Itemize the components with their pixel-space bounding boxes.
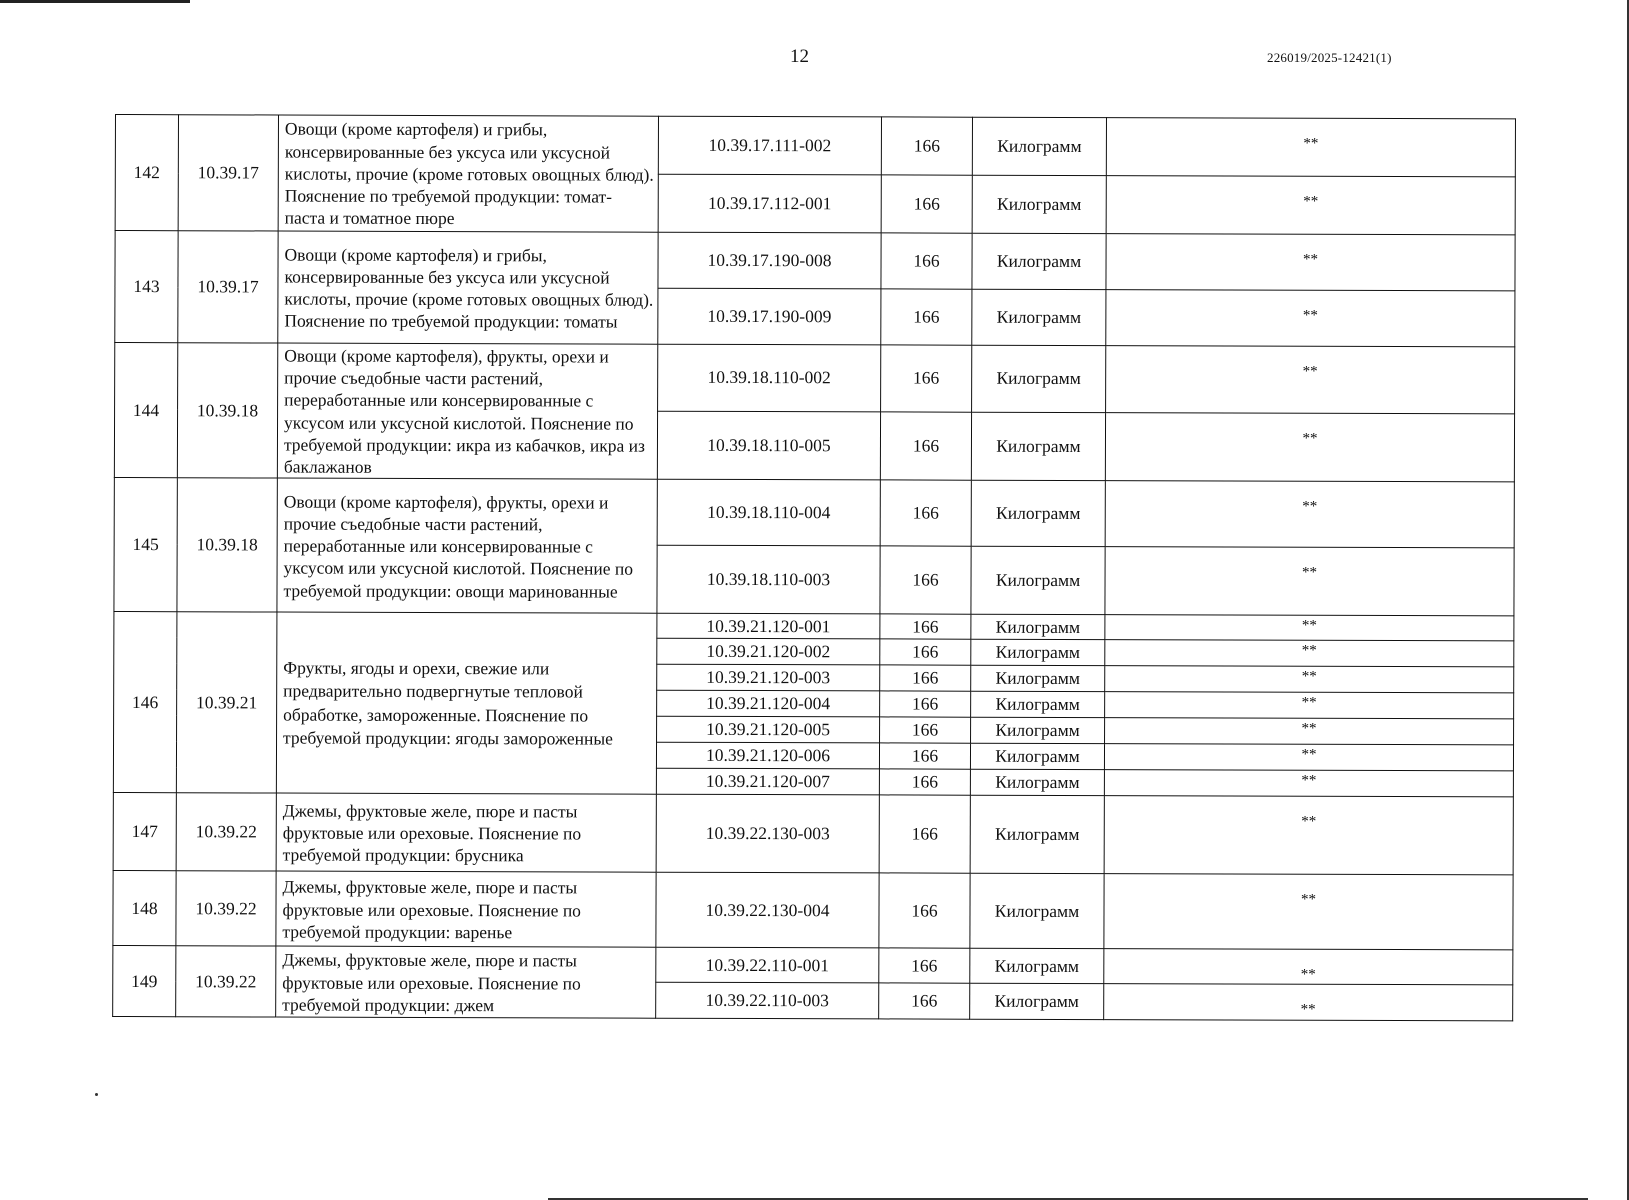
ktru-code-cell: 10.39.22.110-003	[656, 983, 879, 1020]
table-row	[115, 115, 1515, 177]
unit-cell: Килограмм	[972, 175, 1106, 233]
okei-code-cell: 166	[880, 480, 971, 546]
mark-cell: **	[1105, 481, 1514, 548]
okpd-code-cell: 10.39.21	[176, 612, 277, 793]
okpd-code-cell: 10.39.17	[178, 115, 278, 231]
row-number-cell: 148	[113, 871, 176, 946]
okei-code-cell: 166	[879, 769, 970, 795]
mark-cell: **	[1106, 290, 1515, 347]
table-row	[115, 343, 1515, 414]
row-number-cell: 142	[115, 115, 178, 231]
ktru-code-cell: 10.39.18.110-004	[657, 480, 880, 547]
mark-cell: **	[1106, 118, 1515, 177]
description-cell: Фрукты, ягоды и орехи, свежие или предварительно подвергнутые тепловой обработке, замороженные. Пояснение по требуемой продукции: ягоды замороженные	[276, 612, 657, 794]
row-number-cell: 143	[115, 231, 178, 343]
scan-edge-mark	[0, 0, 190, 3]
mark-cell: **	[1105, 412, 1514, 482]
ktru-code-cell: 10.39.18.110-003	[657, 546, 880, 615]
okei-code-cell: 166	[880, 412, 971, 481]
row-number-cell: 149	[113, 946, 176, 1017]
unit-cell: Килограмм	[971, 666, 1105, 692]
ktru-code-cell: 10.39.21.120-004	[657, 691, 880, 718]
unit-cell: Килограмм	[972, 117, 1106, 175]
ktru-code-cell: 10.39.17.112-001	[658, 174, 881, 233]
ktru-code-cell: 10.39.21.120-001	[657, 614, 880, 640]
okei-code-cell: 166	[880, 614, 971, 639]
okei-code-cell: 166	[881, 289, 972, 345]
okei-code-cell: 166	[879, 948, 970, 983]
okei-code-cell: 166	[880, 691, 971, 717]
ktru-code-cell: 10.39.17.190-008	[658, 232, 881, 289]
unit-cell: Килограмм	[971, 692, 1105, 718]
unit-cell: Килограмм	[972, 233, 1106, 289]
table-row	[113, 793, 1513, 875]
unit-cell: Килограмм	[970, 770, 1104, 796]
mark-cell: **	[1105, 692, 1514, 719]
unit-cell: Килограмм	[971, 547, 1105, 615]
ktru-code-cell: 10.39.22.130-004	[656, 873, 879, 949]
document-reference: 226019/2025-12421(1)	[1267, 50, 1392, 65]
unit-cell: Килограмм	[971, 481, 1105, 547]
mark-cell: **	[1104, 984, 1513, 1021]
row-number-cell: 145	[114, 478, 177, 612]
unit-cell: Килограмм	[970, 796, 1104, 874]
mark-cell: **	[1105, 640, 1514, 667]
unit-cell: Килограмм	[970, 744, 1104, 770]
mark-cell: **	[1106, 176, 1515, 235]
description-cell: Овощи (кроме картофеля) и грибы, консервированные без уксуса или уксусной кислоты, прочие (кроме готовых овощных блюд). Пояснение по требуемой продукции: томаты	[278, 231, 658, 344]
ktru-code-cell: 10.39.17.190-009	[658, 288, 881, 345]
unit-cell: Килограмм	[971, 718, 1105, 744]
table-row	[113, 871, 1513, 950]
scan-dot	[95, 1093, 98, 1096]
ktru-code-cell: 10.39.21.120-007	[656, 769, 879, 796]
unit-cell: Килограмм	[972, 345, 1106, 412]
mark-cell: **	[1104, 796, 1513, 875]
mark-cell: **	[1104, 744, 1513, 771]
okei-code-cell: 166	[880, 546, 971, 614]
okei-code-cell: 166	[880, 717, 971, 743]
description-cell: Джемы, фруктовые желе, пюре и пасты фруктовые или ореховые. Пояснение по требуемой продукции: брусника	[276, 793, 656, 872]
table-row	[113, 946, 1513, 985]
page-number: 12	[790, 46, 809, 67]
mark-cell: **	[1104, 949, 1513, 985]
row-number-cell: 146	[113, 612, 177, 793]
table-row	[115, 231, 1515, 291]
ktru-code-cell: 10.39.18.110-005	[657, 411, 880, 480]
ktru-code-cell: 10.39.21.120-005	[657, 717, 880, 744]
ktru-code-cell: 10.39.22.130-003	[656, 795, 879, 874]
okei-code-cell: 166	[881, 175, 972, 233]
table-row	[114, 478, 1514, 548]
unit-cell: Килограмм	[971, 640, 1105, 666]
description-cell: Овощи (кроме картофеля), фрукты, орехи и прочие съедобные части растений, переработанные или консервированные с уксусом или уксусной кислотой. Пояснение по требуемой продукции: овощи маринованные	[277, 478, 657, 613]
ktru-code-cell: 10.39.22.110-001	[656, 948, 879, 984]
okei-code-cell: 166	[881, 345, 972, 412]
unit-cell: Килограмм	[971, 412, 1105, 481]
mark-cell: **	[1106, 234, 1515, 291]
unit-cell: Килограмм	[970, 874, 1104, 949]
mark-cell: **	[1105, 718, 1514, 745]
okei-code-cell: 166	[880, 665, 971, 691]
ktru-code-cell: 10.39.17.111-002	[658, 116, 881, 175]
row-number-cell: 147	[113, 793, 176, 871]
unit-cell: Килограмм	[972, 289, 1106, 345]
okei-code-cell: 166	[879, 873, 970, 948]
okpd-code-cell: 10.39.22	[176, 946, 276, 1017]
okpd-code-cell: 10.39.17	[178, 231, 278, 343]
mark-cell: **	[1106, 346, 1515, 414]
ktru-code-cell: 10.39.21.120-003	[657, 665, 880, 692]
description-cell: Овощи (кроме картофеля), фрукты, орехи и прочие съедобные части растений, переработанные или консервированные с уксусом или уксусной кислотой. Пояснение по требуемой продукции: икра из кабачков, икра из баклажанов	[277, 343, 657, 480]
ktru-code-cell: 10.39.18.110-002	[658, 344, 881, 411]
okei-code-cell: 166	[880, 639, 971, 665]
mark-cell: **	[1105, 666, 1514, 693]
mark-cell: **	[1104, 874, 1513, 950]
okpd-code-cell: 10.39.22	[176, 871, 276, 946]
row-number-cell: 144	[114, 343, 177, 479]
ktru-code-cell: 10.39.21.120-006	[656, 743, 879, 770]
unit-cell: Килограмм	[971, 615, 1105, 640]
products-table	[112, 114, 1516, 1022]
okpd-code-cell: 10.39.18	[177, 343, 277, 479]
ktru-code-cell: 10.39.21.120-002	[657, 639, 880, 666]
description-cell: Овощи (кроме картофеля) и грибы, консервированные без уксуса или уксусной кислоты, прочие (кроме готовых овощных блюд). Пояснение по требуемой продукции: томат- паста и томатное пюре	[278, 115, 658, 232]
okpd-code-cell: 10.39.22	[176, 793, 276, 871]
okei-code-cell: 166	[881, 117, 972, 175]
mark-cell: **	[1105, 615, 1514, 641]
description-cell: Джемы, фруктовые желе, пюре и пасты фруктовые или ореховые. Пояснение по требуемой продукции: варенье	[276, 871, 656, 947]
okei-code-cell: 166	[879, 795, 970, 873]
unit-cell: Килограмм	[970, 949, 1104, 984]
okei-code-cell: 166	[879, 743, 970, 769]
mark-cell: **	[1105, 547, 1514, 616]
table-row	[114, 612, 1514, 641]
okpd-code-cell: 10.39.18	[177, 478, 277, 612]
description-cell: Джемы, фруктовые желе, пюре и пасты фруктовые или ореховые. Пояснение по требуемой продукции: джем	[276, 946, 656, 1018]
unit-cell: Килограмм	[970, 984, 1104, 1020]
okei-code-cell: 166	[881, 233, 972, 289]
mark-cell: **	[1104, 770, 1513, 797]
okei-code-cell: 166	[879, 983, 970, 1019]
